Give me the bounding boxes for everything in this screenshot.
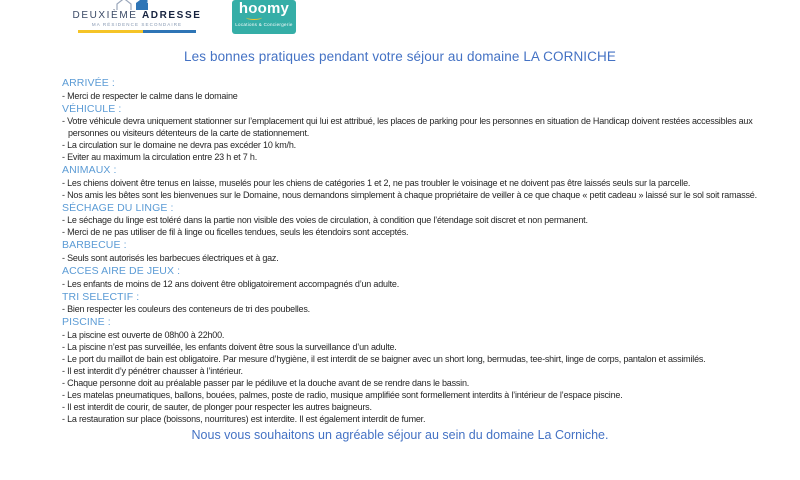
brand-tagline: MA RÉSIDENCE SECONDAIRE <box>91 22 183 27</box>
rule-item: - La circulation sur le domaine ne devra pas excéder 10 km/h. <box>62 140 296 151</box>
underline-blue-segment <box>143 30 196 33</box>
rule-item: - La piscine est ouverte de 08h00 à 22h00. <box>62 329 225 340</box>
brand-underline <box>78 30 196 33</box>
rule-item: - Merci de ne pas utiliser de fil à linge ou ficelles tendues, seuls les étendoirs sont acceptés. <box>62 227 409 238</box>
hoomy-brand-tagline: Locations & Conciergerie <box>235 22 293 27</box>
rule-item: - Votre véhicule devra uniquement stationner sur l’emplacement qui lui est attribué, les places de parking pour les personnes en situation de Handicap doivent restées accessibles aux personnes ou visiteurs détenteurs de la carte de stationnement. <box>62 116 753 139</box>
section-heading: ACCES AIRE DE JEUX : <box>62 264 181 277</box>
underline-yellow-segment <box>78 30 143 33</box>
rule-item: - Merci de respecter le calme dans le domaine <box>62 90 238 101</box>
rule-item: - Chaque personne doit au préalable passer par le pédiluve et la douche avant de se rendre dans le bassin. <box>62 377 470 388</box>
rule-item: - Bien respecter les couleurs des conteneurs de tri des poubelles. <box>62 304 310 315</box>
section-heading: ARRIVÉE : <box>62 77 115 89</box>
closing-message: Nous vous souhaitons un agréable séjour au sein du domaine La Corniche. <box>191 427 609 442</box>
section-heading: TRI SELECTIF : <box>62 290 140 303</box>
section-heading: ANIMAUX : <box>62 164 117 177</box>
rule-item: - Les matelas pneumatiques, ballons, bouées, palmes, poste de radio, musique amplifiée sont formellement interdits à l’intérieur de l’espace piscine. <box>62 389 623 400</box>
section-heading: VÉHICULE : <box>62 102 122 115</box>
rule-item: - Eviter au maximum la circulation entre 23 h et 7 h. <box>62 152 257 163</box>
rule-item: - Il est interdit d’y pénétrer chausser à l’intérieur. <box>62 365 243 376</box>
rules-sections <box>62 77 762 425</box>
rule-item: - Nos amis les bêtes sont les bienvenues sur le Domaine, nous demandons simplement à chaque propriétaire de veiller à ce que chaque « petit cadeau » laissé sur le sol soit ramassé. <box>62 189 757 200</box>
rule-item: - Seuls sont autorisés les barbecues électriques et à gaz. <box>62 252 279 263</box>
rule-item: - Il est interdit de courir, de sauter, de plonger pour respecter les autres baigneurs. <box>62 401 372 412</box>
section-heading: PISCINE : <box>62 316 111 329</box>
header-logos <box>68 0 296 34</box>
page-title: Les bonnes pratiques pendant votre séjour au domaine LA CORNICHE <box>184 49 616 64</box>
rule-item: - La piscine n’est pas surveillée, les enfants doivent être sous la surveillance d’un adulte. <box>62 341 397 352</box>
rule-item: - Les enfants de moins de 12 ans doivent être obligatoirement accompagnés d’un adulte. <box>62 278 400 289</box>
rule-item: - Le séchage du linge est toléré dans la partie non visible des voies de circulation, à condition que l’étendage soit discret et non permanent. <box>62 215 588 226</box>
hoomy-logo <box>232 0 296 34</box>
rule-item: - La restauration sur place (boissons, nourritures) est interdite. Il est également interdit de fumer. <box>62 413 426 424</box>
brand-name <box>68 10 206 21</box>
deuxieme-adresse-logo <box>68 0 206 33</box>
section-heading: BARBECUE : <box>62 239 127 252</box>
section-heading: SÉCHAGE DU LINGE : <box>62 201 174 214</box>
brand-name-bold: ADRESSE <box>141 10 202 21</box>
hoomy-brand-name: hoomy <box>238 0 290 17</box>
house-icon <box>114 0 160 10</box>
rule-item: - Le port du maillot de bain est obligatoire. Par mesure d’hygiène, il est interdit de se baigner avec un short long, bermudas, tee-shirt, linge de corps, pantalon et assimilés. <box>62 353 706 364</box>
rule-item: - Les chiens doivent être tenus en laisse, muselés pour les chiens de catégories 1 et 2, ne pas troubler le voisinage et ne doivent pas être laissés seuls sur la parcelle. <box>62 177 691 188</box>
brand-name-light: DEUXIÈME <box>72 10 138 21</box>
